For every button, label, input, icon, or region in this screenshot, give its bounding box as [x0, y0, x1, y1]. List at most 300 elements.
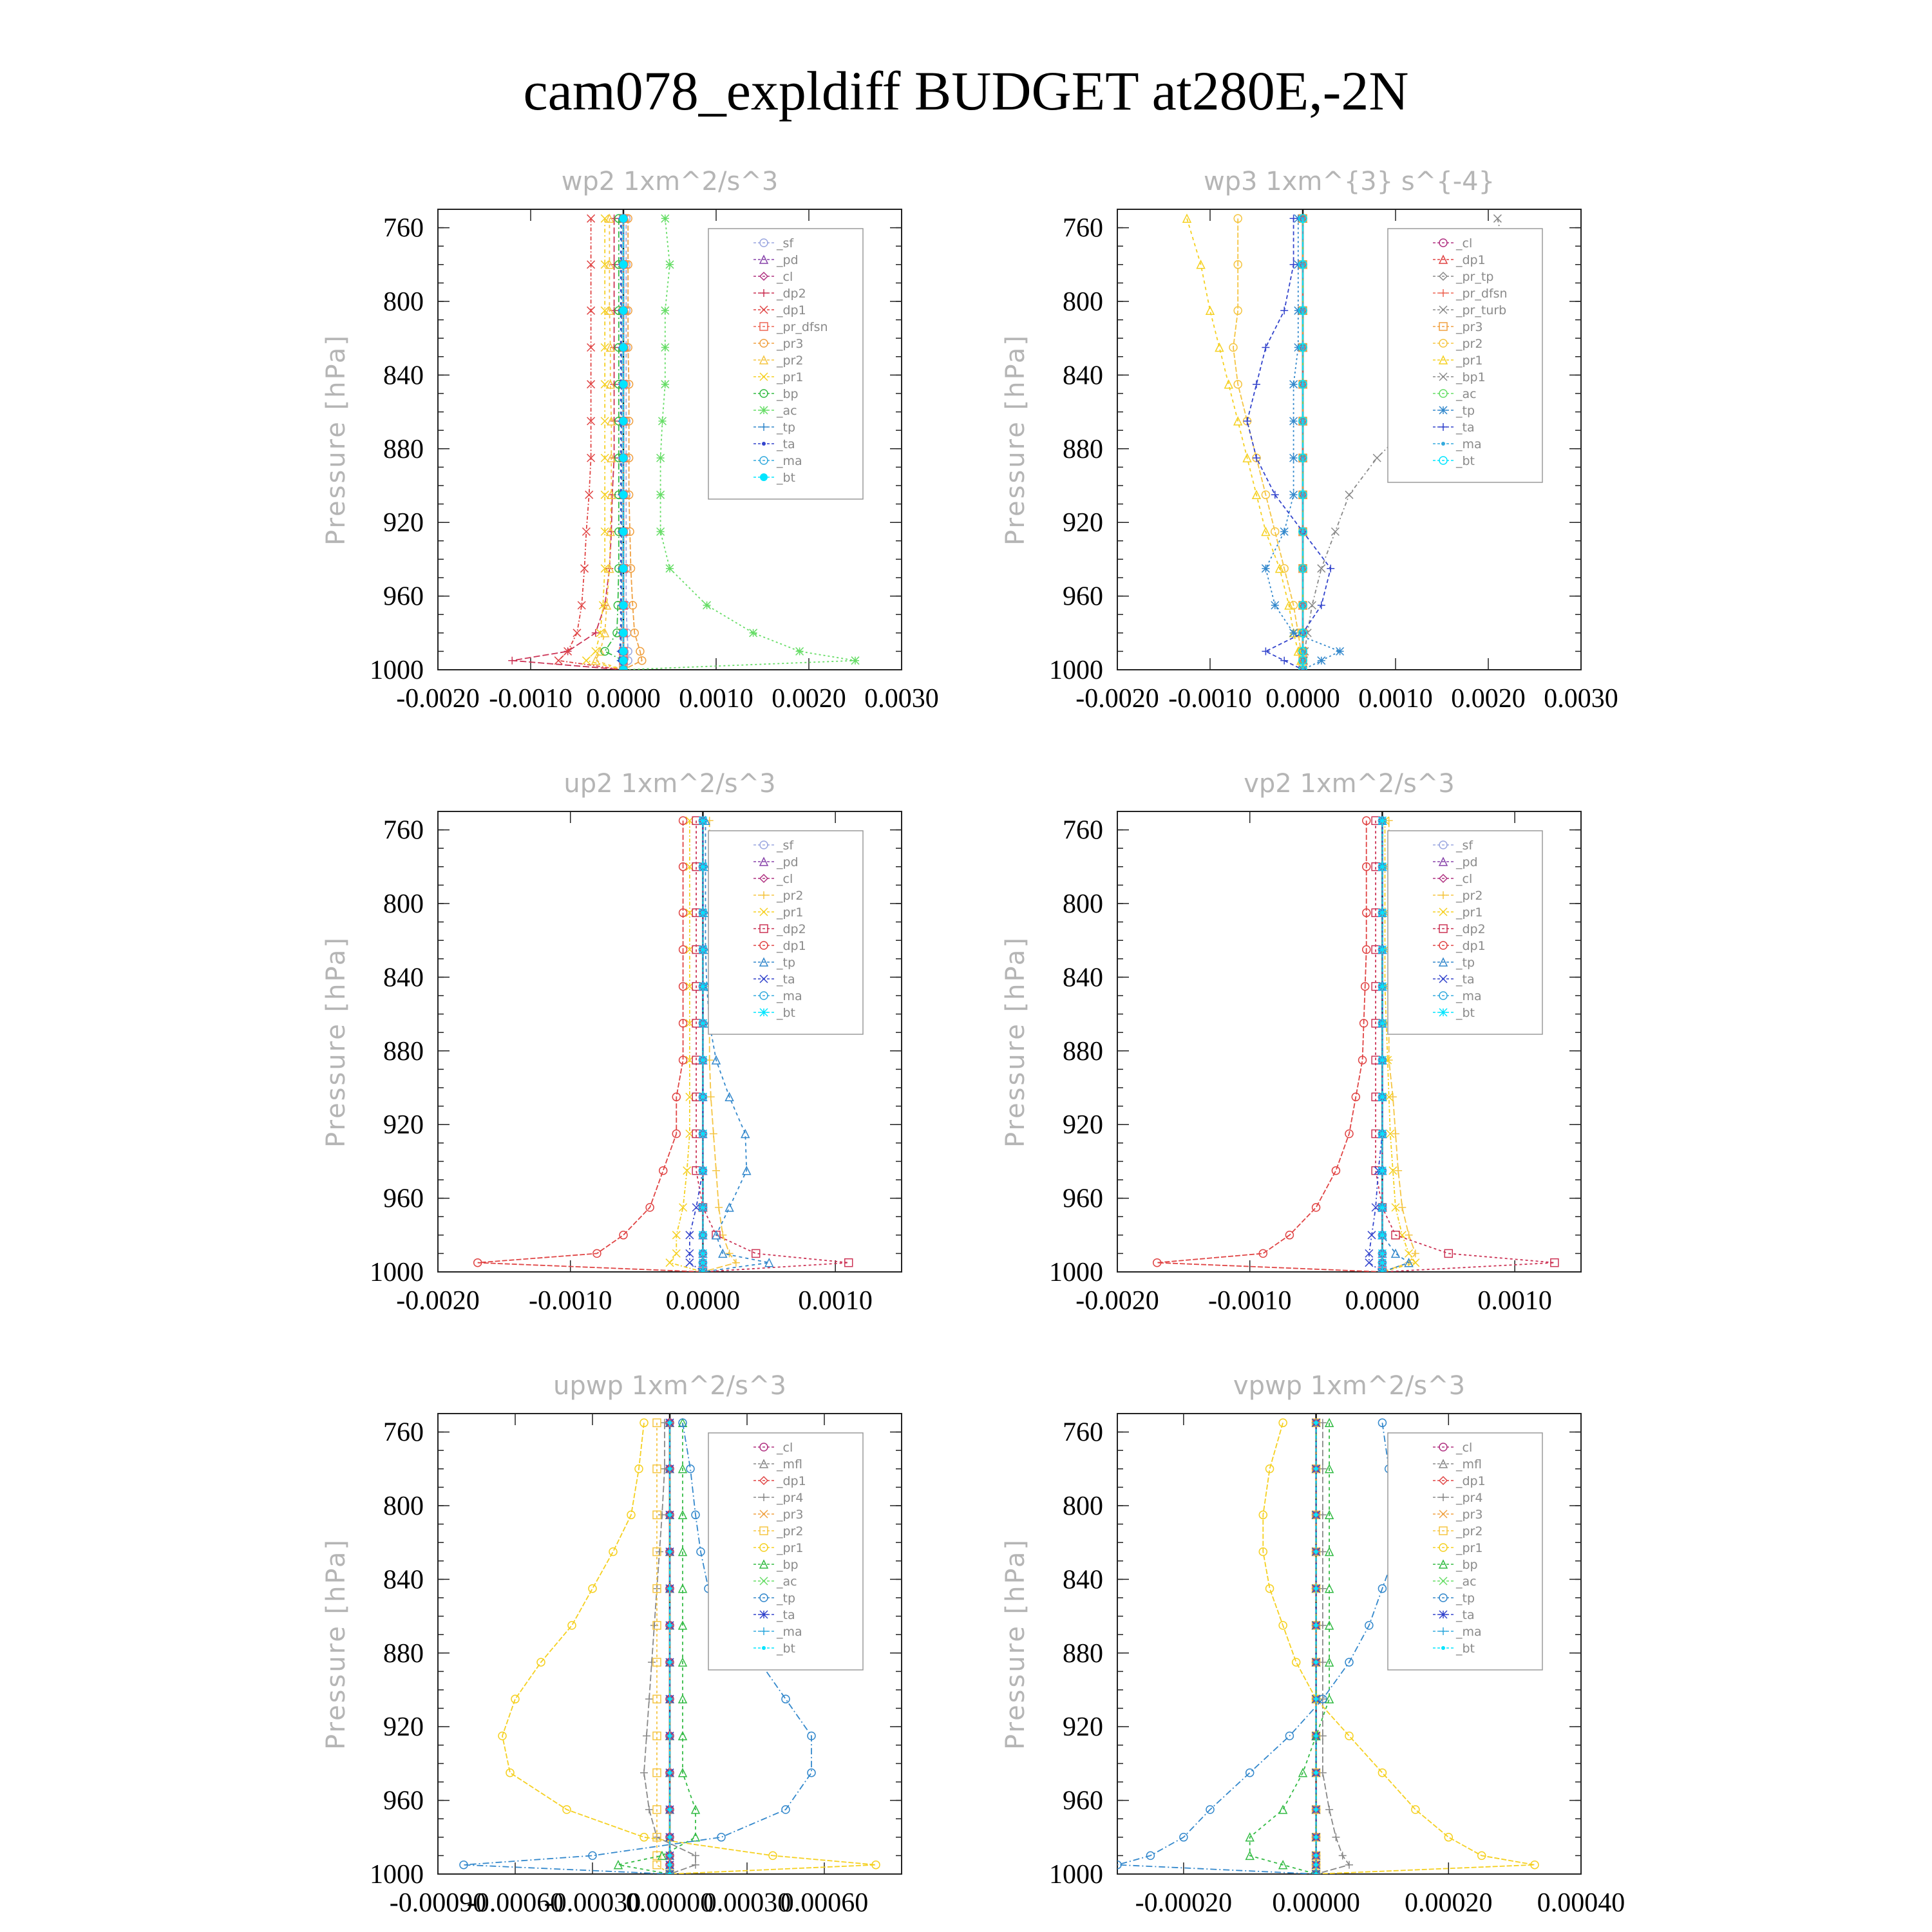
data-point-pr2: [715, 1204, 723, 1211]
data-point-bt: [1378, 1019, 1386, 1027]
data-point-bt: [668, 1513, 672, 1517]
data-point-bt: [1378, 1056, 1386, 1064]
data-point-pr4: [692, 1852, 699, 1859]
data-point-pr4: [1339, 1852, 1347, 1859]
y-tick-label: 880: [383, 1036, 424, 1066]
data-point-ta: [1290, 261, 1298, 269]
legend-label: _ma: [1456, 989, 1482, 1003]
data-point-pr4: [1325, 1806, 1333, 1814]
data-point-tp: [1271, 601, 1279, 609]
data-point-bt: [668, 1863, 672, 1867]
legend-label: _pr2: [1456, 889, 1483, 903]
data-point-ac: [657, 454, 665, 462]
data-point-pr1: [609, 1548, 617, 1556]
data-point-ac: [703, 601, 711, 609]
y-axis-label: Pressure [hPa]: [1001, 936, 1030, 1148]
legend-label: _dp1: [777, 303, 806, 317]
y-tick-label: 760: [383, 815, 424, 846]
legend-label: _ma: [1456, 437, 1482, 451]
y-tick-label: 1000: [370, 656, 424, 685]
data-point-pr2: [732, 1259, 740, 1267]
panels: [321, 167, 1625, 1918]
data-point-tp: [1280, 528, 1288, 536]
data-point-bt: [620, 629, 627, 637]
data-point-pr1: [1392, 1204, 1399, 1211]
data-point-tp: [1336, 647, 1344, 655]
legend-label: _pr1: [1456, 1541, 1483, 1555]
data-point-ac: [661, 307, 669, 314]
x-tick-label: -0.0010: [528, 1286, 612, 1316]
legend-label: _bt: [1456, 1006, 1475, 1020]
data-point-bt: [1314, 1624, 1318, 1627]
data-point-bt: [1314, 1835, 1318, 1839]
data-point-bt: [699, 1268, 706, 1276]
legend-label: _ac: [1456, 1575, 1477, 1589]
data-point-bt: [1314, 1872, 1318, 1876]
data-point-pr1: [666, 1259, 674, 1267]
legend-label: _sf: [777, 838, 794, 853]
data-point-tp: [1290, 417, 1298, 425]
legend-label: _ac: [777, 1575, 797, 1589]
x-tick-label: -0.00030: [544, 1888, 641, 1918]
data-point-bt: [668, 1853, 672, 1857]
data-point-pr1: [1345, 1732, 1353, 1740]
data-point-bt: [620, 601, 627, 609]
data-point-bt: [620, 657, 627, 665]
legend-label: _bp1: [1456, 370, 1486, 384]
y-tick-label: 760: [1063, 815, 1103, 846]
data-point-pr2: [712, 1167, 720, 1175]
data-point-bt: [699, 817, 706, 824]
y-tick-label: 920: [1063, 1110, 1103, 1141]
data-point-bt: [620, 261, 627, 269]
x-tick-label: -0.0010: [489, 684, 573, 714]
legend-label: _pr2: [1456, 337, 1483, 351]
y-tick-label: 800: [1063, 889, 1103, 919]
y-tick-label: 920: [383, 508, 424, 538]
legend-label: _pr2: [1456, 1524, 1483, 1539]
series-line-pr4: [1316, 1423, 1349, 1874]
y-tick-label: 920: [383, 1712, 424, 1743]
data-point-pr4: [658, 1511, 666, 1519]
data-point-ac: [661, 381, 669, 388]
y-tick-label: 1000: [1049, 1860, 1103, 1889]
data-point-pr1: [1378, 1769, 1386, 1777]
data-point-ta: [1318, 601, 1325, 609]
y-tick-label: 880: [1063, 1036, 1103, 1066]
y-tick-label: 840: [383, 963, 424, 993]
data-point-bt: [620, 344, 627, 352]
data-point-pr1: [1412, 1806, 1419, 1814]
data-point-bt: [668, 1697, 672, 1701]
data-point-bt: [699, 1130, 706, 1138]
legend-label: _cl: [1456, 1441, 1473, 1455]
legend-label: _tp: [1456, 956, 1475, 970]
panel-title: up2 1xm^2/s^3: [564, 769, 776, 799]
data-point-bt: [620, 647, 627, 655]
data-point-pr1: [568, 1622, 576, 1629]
data-point-ac: [796, 647, 804, 655]
data-point-bt: [760, 1009, 768, 1016]
legend-label: _tp: [1456, 1591, 1475, 1605]
legend-label: _bt: [777, 471, 796, 485]
series-line-tp: [1117, 1423, 1396, 1874]
x-tick-label: 0.0010: [798, 1286, 873, 1316]
data-point-pr2: [1405, 1231, 1413, 1239]
data-point-bt: [620, 565, 627, 573]
data-point-pr4: [1345, 1861, 1353, 1869]
data-point-tp: [1262, 565, 1269, 573]
data-point-bt: [668, 1835, 672, 1839]
data-point-pr2: [710, 1130, 717, 1138]
x-tick-label: 0.00060: [780, 1888, 869, 1918]
panel-title: upwp 1xm^2/s^3: [553, 1371, 786, 1401]
data-point-pr1: [1293, 1658, 1300, 1666]
panel-title: vpwp 1xm^2/s^3: [1233, 1371, 1466, 1401]
data-point-bt: [699, 1019, 706, 1027]
data-point-ta: [1290, 214, 1298, 222]
panel-6: [1001, 1371, 1625, 1918]
panel-title: wp3 1xm^{3} s^{-4}: [1203, 167, 1495, 196]
data-point-bt: [1378, 1259, 1386, 1267]
data-point-tp: [1439, 406, 1447, 414]
legend-label: _pr1: [1456, 905, 1483, 920]
data-point-ac: [760, 406, 768, 414]
data-point-pr4: [648, 1658, 656, 1666]
legend: [1388, 1433, 1542, 1670]
data-point-ma: [1441, 442, 1445, 446]
data-point-bt: [668, 1624, 672, 1627]
data-point-bt: [1378, 1167, 1386, 1175]
data-point-bt: [699, 1167, 706, 1175]
y-tick-label: 800: [1063, 1492, 1103, 1521]
data-point-pr1: [672, 1249, 680, 1257]
legend-label: _pr3: [1456, 320, 1483, 334]
legend-label: _ta: [777, 972, 795, 987]
y-tick-label: 800: [1063, 287, 1103, 317]
data-point-pr4: [692, 1861, 699, 1869]
data-point-bt: [1314, 1771, 1318, 1775]
data-point-bt: [1441, 1646, 1445, 1650]
legend-label: _dp1: [777, 1474, 806, 1488]
legend-label: _pr_dfsn: [1456, 287, 1508, 301]
data-point-bt: [620, 307, 627, 314]
legend-label: _ma: [777, 989, 802, 1003]
data-point-ac: [750, 629, 757, 637]
panel-1: [321, 167, 939, 714]
data-point-pr1: [679, 1204, 687, 1211]
x-tick-label: -0.0020: [396, 1286, 480, 1316]
legend-label: _mfl: [1456, 1457, 1482, 1472]
data-point-bt: [699, 863, 706, 871]
legend-label: _cl: [777, 270, 793, 284]
x-tick-label: -0.0010: [1168, 684, 1252, 714]
series-line-dp1: [1157, 820, 1383, 1272]
series-line-pr1: [1187, 218, 1303, 670]
legend-label: _sf: [777, 236, 794, 251]
y-tick-label: 880: [383, 434, 424, 464]
legend-label: _bt: [777, 1642, 796, 1656]
data-point-bp1: [1318, 565, 1325, 573]
data-point-bt: [668, 1771, 672, 1775]
x-tick-label: 0.0000: [586, 684, 661, 714]
data-point-pr1: [511, 1695, 519, 1703]
data-point-pr1: [582, 657, 590, 665]
panel-title: vp2 1xm^2/s^3: [1244, 769, 1455, 799]
data-point-bt: [699, 1093, 706, 1101]
data-point-bt: [668, 1550, 672, 1554]
data-point-pr4: [643, 1732, 650, 1740]
data-point-bt: [620, 528, 627, 536]
data-point-bt: [620, 491, 627, 498]
data-point-bt: [1378, 1093, 1386, 1101]
legend-label: _dp1: [1456, 939, 1486, 953]
legend-label: _pr4: [777, 1491, 804, 1505]
legend-label: _sf: [1456, 838, 1473, 853]
y-tick-label: 960: [1063, 1184, 1103, 1214]
legend-label: _pr3: [1456, 1508, 1483, 1522]
x-tick-label: 0.0010: [1358, 684, 1433, 714]
data-point-bt: [1314, 1550, 1318, 1554]
y-tick-label: 1000: [1049, 1258, 1103, 1287]
legend-label: _ta: [1456, 1608, 1475, 1622]
legend-label: _tp: [777, 421, 796, 435]
y-tick-label: 1000: [370, 1258, 424, 1287]
data-point-ta: [686, 1231, 694, 1239]
data-point-ac: [661, 214, 669, 222]
x-tick-label: 0.0030: [1544, 684, 1618, 714]
y-tick-label: 920: [383, 1110, 424, 1141]
data-point-bt: [1314, 1513, 1318, 1517]
legend-label: _tp: [777, 956, 796, 970]
legend: [1388, 229, 1542, 482]
data-point-ta: [1439, 1611, 1447, 1618]
legend-label: _ta: [777, 437, 795, 451]
x-tick-label: 0.0020: [1451, 684, 1526, 714]
legend-label: _pr1: [1456, 354, 1483, 368]
legend-label: _mfl: [777, 1457, 802, 1472]
panel-3: [321, 769, 902, 1316]
y-tick-label: 760: [1063, 1417, 1103, 1448]
data-point-ac: [666, 565, 674, 573]
data-point-pr1: [589, 1585, 596, 1593]
data-point-tp: [1290, 454, 1298, 462]
data-point-ac: [851, 657, 859, 665]
y-tick-label: 800: [383, 287, 424, 317]
x-tick-label: 0.00020: [1405, 1888, 1493, 1918]
x-tick-label: 0.00030: [703, 1888, 791, 1918]
legend-label: _cl: [777, 872, 793, 886]
legend-label: _pr_tp: [1456, 270, 1494, 284]
y-tick-label: 800: [383, 889, 424, 919]
legend-label: _pd: [1456, 855, 1478, 869]
legend-label: _dp2: [777, 287, 806, 301]
x-tick-label: -0.00020: [1135, 1888, 1233, 1918]
y-tick-label: 960: [383, 1786, 424, 1816]
x-tick-label: 0.00000: [625, 1888, 714, 1918]
data-point-bt: [668, 1421, 672, 1425]
y-tick-label: 960: [383, 1184, 424, 1214]
y-tick-label: 880: [1063, 434, 1103, 464]
y-tick-label: 840: [1063, 1565, 1103, 1595]
y-tick-label: 760: [1063, 213, 1103, 243]
data-point-tp: [726, 1204, 734, 1211]
data-point-bt: [1314, 1808, 1318, 1812]
y-tick-label: 760: [383, 1417, 424, 1448]
data-point-ta: [1262, 344, 1269, 352]
y-tick-label: 840: [1063, 963, 1103, 993]
data-point-ac: [661, 344, 669, 352]
legend-label: _tp: [777, 1591, 796, 1605]
panel-5: [321, 1371, 902, 1918]
panel-4: [1001, 769, 1581, 1316]
data-point-bt: [668, 1467, 672, 1471]
panel-2: [1001, 167, 1618, 714]
data-point-bt: [1378, 863, 1386, 871]
data-point-bt: [1378, 1249, 1386, 1257]
data-point-bt: [1314, 1660, 1318, 1664]
data-point-bt: [1378, 946, 1386, 954]
data-point-ta: [1262, 647, 1269, 655]
data-point-dp1: [620, 1231, 627, 1239]
data-point-bt: [620, 454, 627, 462]
legend-label: _pr_turb: [1456, 303, 1507, 317]
data-point-ta: [760, 1611, 768, 1618]
y-tick-label: 760: [383, 213, 424, 243]
data-point-pr1: [601, 417, 609, 425]
data-point-dp1: [1312, 1204, 1320, 1211]
legend-label: _bt: [1456, 1642, 1475, 1656]
legend-label: _pd: [777, 855, 799, 869]
data-point-dp1: [659, 1167, 667, 1175]
legend-label: _dp1: [777, 939, 806, 953]
data-point-bt: [699, 1204, 706, 1211]
data-point-dp2: [592, 629, 600, 637]
legend: [708, 1433, 863, 1670]
data-point-bt: [699, 909, 706, 916]
data-point-dp1: [587, 307, 595, 314]
data-point-bt: [1378, 1204, 1386, 1211]
x-tick-label: 0.0010: [1477, 1286, 1552, 1316]
y-tick-label: 880: [383, 1638, 424, 1669]
legend-label: _pr1: [777, 905, 804, 920]
y-axis-label: Pressure [hPa]: [1001, 1538, 1030, 1750]
legend-label: _dp1: [1456, 1474, 1486, 1488]
data-point-pr1: [1215, 344, 1223, 352]
legend-label: _bp: [1456, 1558, 1478, 1572]
y-tick-label: 840: [383, 1565, 424, 1595]
data-point-tp: [1392, 1249, 1399, 1257]
figure-title: cam078_expldiff BUDGET at280E,-2N: [523, 60, 1409, 122]
data-point-ta: [1280, 657, 1288, 665]
y-tick-label: 1000: [370, 1860, 424, 1889]
data-point-pr1: [601, 454, 609, 462]
data-point-bt: [1314, 1853, 1318, 1857]
data-point-tp: [1290, 381, 1298, 388]
y-tick-label: 840: [1063, 361, 1103, 391]
data-point-pr4: [645, 1806, 653, 1814]
data-point-pr4: [1332, 1833, 1340, 1841]
legend-label: _pr2: [777, 354, 804, 368]
data-point-pr1: [1279, 1419, 1287, 1426]
data-point-tp: [1246, 1769, 1254, 1777]
data-point-pr1: [1225, 381, 1233, 388]
data-point-bt: [699, 1249, 706, 1257]
x-tick-label: 0.0020: [772, 684, 846, 714]
data-point-bt: [668, 1872, 672, 1876]
y-tick-label: 920: [1063, 1712, 1103, 1743]
data-point-ta: [1280, 307, 1288, 314]
x-tick-label: 0.00000: [1272, 1888, 1360, 1918]
legend-label: _ta: [1456, 972, 1475, 987]
legend-label: _pr2: [777, 1524, 804, 1539]
legend: [708, 831, 863, 1034]
data-point-bt: [668, 1808, 672, 1812]
data-point-bt: [699, 1231, 706, 1239]
data-point-bt: [668, 1734, 672, 1738]
y-axis-label: Pressure [hPa]: [321, 936, 351, 1148]
data-point-pr2: [1412, 1249, 1419, 1257]
data-point-bt: [620, 214, 627, 222]
data-point-tp: [782, 1695, 790, 1703]
data-point-bt: [668, 1660, 672, 1664]
data-point-pr1: [1412, 1259, 1419, 1267]
data-point-pr4: [645, 1695, 653, 1703]
x-tick-label: -0.0010: [1208, 1286, 1292, 1316]
data-point-ac: [666, 261, 674, 269]
data-point-pr2: [707, 1093, 715, 1101]
data-point-dp2: [508, 657, 516, 665]
legend-label: _dp1: [1456, 253, 1486, 267]
y-axis-label: Pressure [hPa]: [1001, 334, 1030, 545]
x-tick-label: -0.00060: [466, 1888, 564, 1918]
data-point-tp: [1290, 491, 1298, 498]
y-tick-label: 960: [1063, 1786, 1103, 1816]
legend-label: _ta: [1456, 421, 1475, 435]
x-tick-label: -0.0020: [396, 684, 480, 714]
legend: [1388, 831, 1542, 1034]
legend-label: _ac: [777, 404, 797, 418]
data-point-bt: [1314, 1587, 1318, 1591]
data-point-pr2: [1398, 1204, 1406, 1211]
legend-label: _bp: [777, 387, 799, 401]
y-tick-label: 920: [1063, 508, 1103, 538]
data-point-ac: [658, 417, 666, 425]
data-point-ta: [1327, 565, 1334, 573]
legend-label: _ma: [777, 454, 802, 468]
legend-label: _cl: [777, 1441, 793, 1455]
y-axis-label: Pressure [hPa]: [321, 1538, 351, 1750]
data-point-bt: [1314, 1697, 1318, 1701]
panel-title: wp2 1xm^2/s^3: [561, 167, 779, 196]
legend-label: _ta: [777, 1608, 795, 1622]
data-point-bt: [620, 381, 627, 388]
data-point-ta: [686, 1259, 694, 1267]
data-point-bp1: [1345, 491, 1353, 498]
x-tick-label: -0.00090: [389, 1888, 487, 1918]
y-tick-label: 960: [383, 582, 424, 612]
data-point-bt: [668, 1587, 672, 1591]
data-point-bt: [1378, 1130, 1386, 1138]
data-point-pr2: [1389, 1093, 1397, 1101]
data-point-bt: [1378, 909, 1386, 916]
data-point-bt: [760, 473, 768, 481]
legend-label: _pr1: [777, 370, 804, 384]
legend-label: _pr1: [777, 1541, 804, 1555]
data-point-pr1: [1444, 1833, 1452, 1841]
legend-label: _dp2: [1456, 922, 1486, 936]
data-point-bt: [1378, 1231, 1386, 1239]
